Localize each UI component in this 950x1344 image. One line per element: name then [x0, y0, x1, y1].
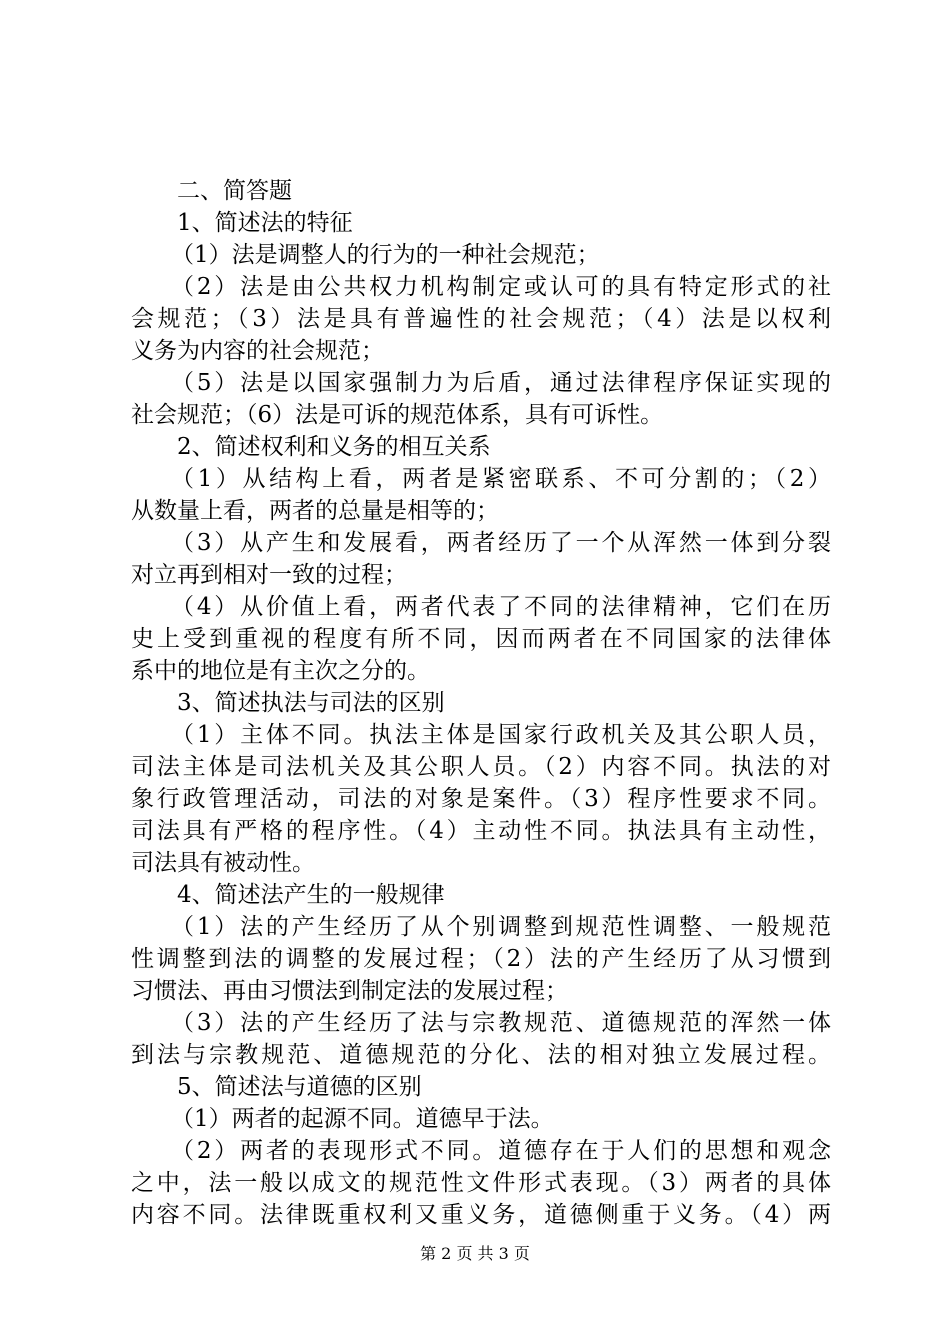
text-line: （2）两者的表现形式不同。道德存在于人们的思想和观念 — [171, 1138, 831, 1164]
text-line: 社会规范；（6）法是可诉的规范体系，具有可诉性。 — [131, 402, 664, 428]
text-line: 史上受到重视的程度有所不同，因而两者在不同国家的法律体 — [131, 626, 831, 652]
text-line: （3）从产生和发展看，两者经历了一个从浑然一体到分裂 — [171, 530, 831, 556]
text-line: 之中，法一般以成文的规范性文件形式表现。（3）两者的具体 — [131, 1170, 831, 1196]
text-line: 司法具有被动性。 — [131, 850, 315, 876]
text-line: 司法具有严格的程序性。（4）主动性不同。执法具有主动性， — [131, 818, 831, 844]
text-line: 二、简答题 — [177, 178, 292, 204]
text-line: 内容不同。法律既重权利又重义务，道德侧重于义务。（4）两 — [131, 1202, 831, 1228]
text-line: 4、简述法产生的一般规律 — [177, 882, 445, 908]
text-line: 2、简述权利和义务的相互关系 — [177, 434, 491, 460]
text-line: （1）从结构上看，两者是紧密联系、不可分割的；（2） — [171, 466, 831, 492]
page-footer: 第 2 页 共 3 页 — [420, 1244, 530, 1263]
text-line: 对立再到相对一致的过程； — [131, 562, 407, 588]
text-line: 3、简述执法与司法的区别 — [177, 690, 445, 716]
text-line: 会规范；（3）法是具有普遍性的社会规范；（4）法是以权利 — [131, 306, 831, 332]
text-line: （1）法的产生经历了从个别调整到规范性调整、一般规范 — [171, 914, 831, 940]
text-line: 象行政管理活动，司法的对象是案件。（3）程序性要求不同。 — [131, 786, 831, 812]
text-line: 从数量上看，两者的总量是相等的； — [131, 498, 499, 524]
text-line: 1、简述法的特征 — [177, 210, 353, 236]
text-line: （2）法是由公共权力机构制定或认可的具有特定形式的社 — [171, 274, 831, 300]
text-line: 到法与宗教规范、道德规范的分化、法的相对独立发展过程。 — [131, 1042, 831, 1068]
document-body — [131, 175, 831, 1231]
text-line: 义务为内容的社会规范； — [131, 338, 384, 364]
text-line: （1）两者的起源不同。道德早于法。 — [171, 1106, 554, 1132]
text-line: （1）主体不同。执法主体是国家行政机关及其公职人员， — [171, 722, 831, 748]
text-line: 司法主体是司法机关及其公职人员。（2）内容不同。执法的对 — [131, 754, 831, 780]
text-line: 性调整到法的调整的发展过程；（2）法的产生经历了从习惯到 — [131, 946, 831, 972]
text-line: 系中的地位是有主次之分的。 — [131, 658, 430, 684]
text-line: 习惯法、再由习惯法到制定法的发展过程； — [131, 978, 568, 1004]
text-line: （1）法是调整人的行为的一种社会规范； — [171, 242, 600, 268]
text-line: 5、简述法与道德的区别 — [177, 1074, 422, 1100]
text-line: （3）法的产生经历了法与宗教规范、道德规范的浑然一体 — [171, 1010, 831, 1036]
text-line: （4）从价值上看，两者代表了不同的法律精神，它们在历 — [171, 594, 831, 620]
text-line: （5）法是以国家强制力为后盾，通过法律程序保证实现的 — [171, 370, 831, 396]
